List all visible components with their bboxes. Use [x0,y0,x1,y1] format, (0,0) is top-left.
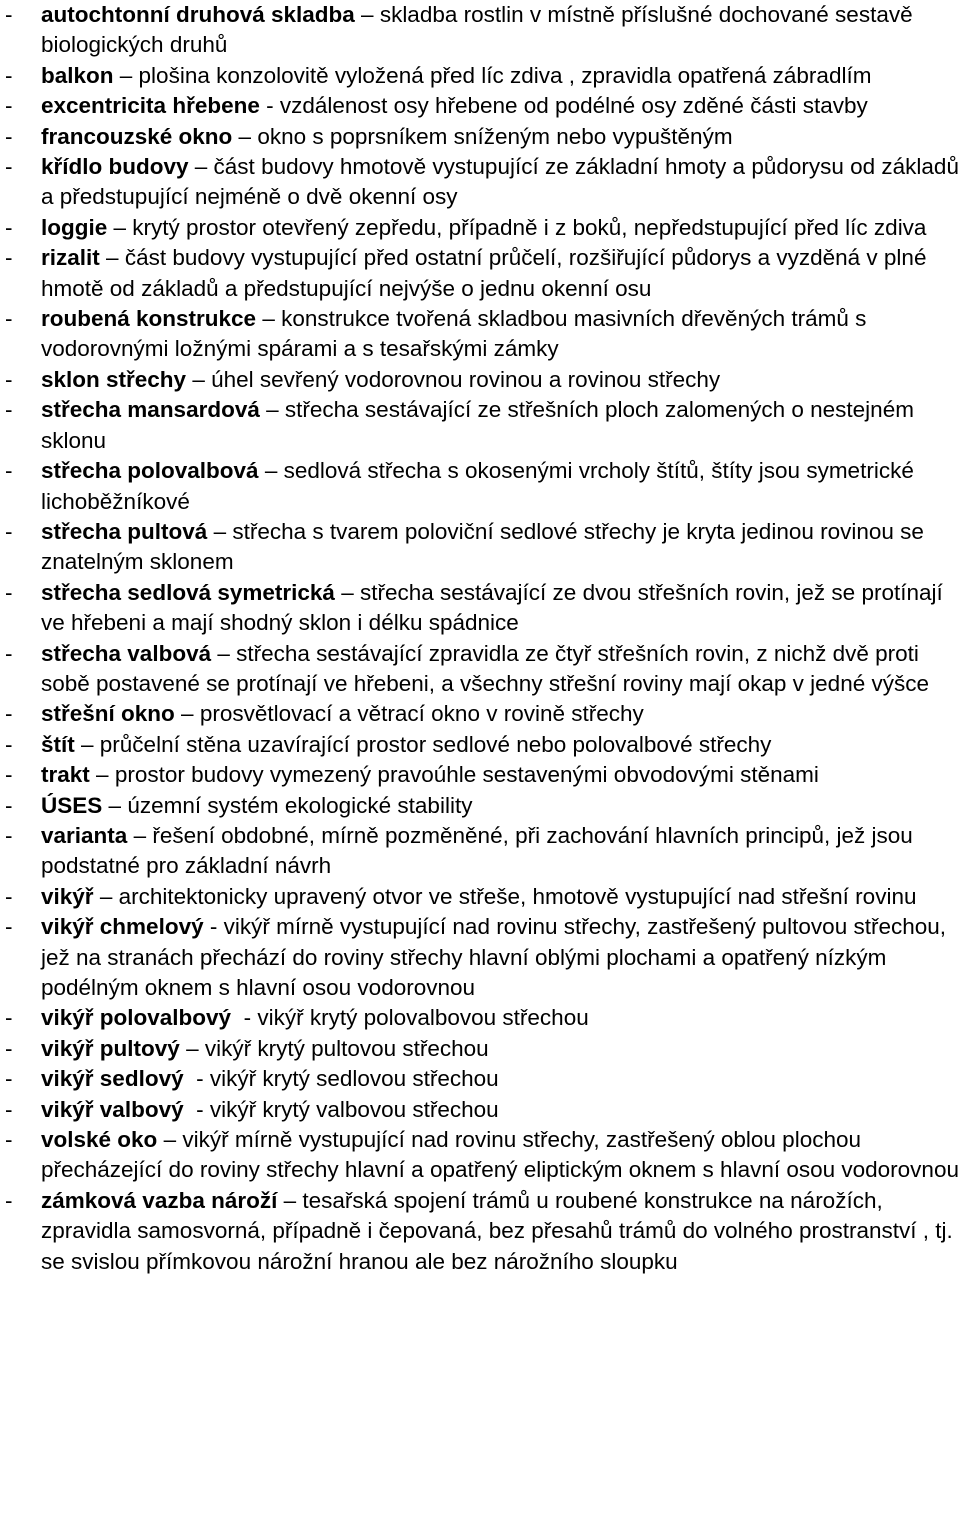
glossary-definition: architektonicky upravený otvor ve střeše, hmotově vystupující nad střešní rovinu [118,883,917,909]
glossary-entry [0,760,960,790]
term-separator: – [179,1035,205,1061]
term-separator: – [93,883,119,909]
glossary-term: sklon střechy [41,366,187,392]
glossary-definition: střecha sestávající ze střešních ploch zalomených o nestejném sklonu [41,397,914,453]
glossary-term: zámková vazba nároží [41,1187,278,1213]
glossary-term: křídlo budovy [41,154,189,180]
glossary-term: loggie [41,214,108,240]
glossary-term: rizalit [41,245,100,271]
glossary-entry [0,730,960,760]
list-dash: - [5,154,13,180]
glossary-definition: skladba rostlin v místně příslušné dochované sestavě biologických druhů [41,2,913,58]
term-separator: – [232,123,258,149]
glossary-term: vikýř pultový [41,1035,180,1061]
list-dash: - [5,458,13,484]
glossary-definition: plošina konzolovitě vyložená před líc zdiva , zpravidla opatřená zábradlím [138,62,872,88]
glossary-definition: vikýř krytý pultovou střechou [204,1035,489,1061]
term-separator: – [174,701,200,727]
list-dash: - [5,1066,13,1092]
list-dash: - [5,2,13,27]
glossary-term: vikýř [41,883,94,909]
glossary-definition: sedlová střecha s okosenými vrcholy štítů, štíty jsou symetrické lichoběžníkové [41,458,914,514]
glossary-entry [0,699,960,729]
glossary-entry [0,304,960,365]
glossary-term: vikýř valbový [41,1096,184,1122]
term-separator: – [188,154,214,180]
term-separator: – [258,458,284,484]
list-dash: - [5,579,13,605]
term-separator: - [231,1005,258,1031]
glossary-term: střecha sedlová symetrická [41,579,335,605]
glossary-definition: vikýř mírně vystupující nad rovinu střechy, zastřešený oblou plochou přecházející do roviny střechy hlavní a opatřený eliptickým oknem s hlavní osou vodorovnou [41,1127,959,1183]
term-separator: – [277,1187,303,1213]
glossary-definition: okno s poprsníkem sníženým nebo vypuštěným [257,123,733,149]
term-separator: - [203,914,224,940]
list-dash: - [5,701,13,727]
term-separator: – [99,245,125,271]
list-dash: - [5,1035,13,1061]
list-dash: - [5,762,13,788]
term-separator: - [183,1066,210,1092]
glossary-definition: krytý prostor otevřený zepředu, případně i z boků, nepředstupující před líc zdiva [132,214,927,240]
glossary-definition: úhel sevřený vodorovnou rovinou a rovinou střechy [211,366,721,392]
glossary-term: střecha mansardová [41,397,260,423]
term-separator: – [259,397,285,423]
glossary-definition: konstrukce tvořená skladbou masivních dřevěných trámů s vodorovnými ložnými spárami a s tesařskými zámky [41,306,867,362]
list-dash: - [5,1096,13,1122]
glossary-entry [0,1186,960,1277]
glossary-definition: územní systém ekologické stability [127,792,473,818]
term-separator: – [74,731,100,757]
glossary-entry [0,639,960,700]
list-dash: - [5,883,13,909]
glossary-entry [0,1003,960,1033]
glossary-entry [0,882,960,912]
glossary-entry [0,243,960,304]
term-separator: – [113,62,139,88]
glossary-term: ÚSES [41,792,103,818]
glossary-term: volské oko [41,1127,158,1153]
term-separator: – [127,822,153,848]
term-separator: – [256,306,282,332]
list-dash: - [5,822,13,848]
glossary-term: excentricita hřebene [41,93,260,119]
list-dash: - [5,1127,13,1153]
glossary-entry [0,91,960,121]
list-dash: - [5,1187,13,1213]
list-dash: - [5,245,13,271]
list-dash: - [5,731,13,757]
term-separator: – [107,214,133,240]
glossary-definition: tesařská spojení trámů u roubené konstrukce na nárožích, zpravidla samosvorná, případně i čepovaná, bez přesahů trámů do volného prostranství , tj. se svislou přímkovou nárožní hranou ale bez nárožního sloupku [41,1187,953,1274]
list-dash: - [5,914,13,940]
glossary-entry [0,791,960,821]
glossary-definition: vikýř krytý polovalbovou střechou [257,1005,589,1031]
glossary-term: vikýř sedlový [41,1066,184,1092]
glossary-entry [0,152,960,213]
glossary-entry [0,912,960,1003]
glossary-term: varianta [41,822,128,848]
list-dash: - [5,518,13,544]
glossary-entry [0,61,960,91]
glossary-definition: vikýř krytý valbovou střechou [209,1096,499,1122]
glossary-definition: střecha s tvarem poloviční sedlové střechy je kryta jedinou rovinou se znatelným sklonem [41,518,924,575]
term-separator: - [259,93,280,119]
glossary-definition: vikýř mírně vystupující nad rovinu střechy, zastřešený pultovou střechou, jež na stranách přechází do roviny střechy hlavní oblými plochami a opatřený nízkým podélným oknem s hlavní osou vodorovnou [41,914,947,1000]
list-dash: - [5,1005,13,1031]
glossary-entry [0,1095,960,1125]
list-dash: - [5,397,13,423]
glossary-entry [0,1064,960,1094]
term-separator: – [334,579,360,605]
term-separator: – [157,1127,183,1153]
term-separator: – [354,2,380,27]
glossary-term: autochtonní druhová skladba [41,2,355,27]
glossary-definition: vzdálenost osy hřebene od podélné osy zděné části stavby [279,93,868,119]
glossary-entry [0,1125,960,1186]
glossary-term: francouzské okno [41,123,233,149]
list-dash: - [5,306,13,332]
glossary-definition: část budovy vystupující před ostatní průčelí, rozšiřující půdorys a vyzděná v plné hmotě od základů a předstupující nejvýše o jednu okenní osu [41,245,927,301]
glossary-entry [0,456,960,517]
glossary-entry [0,365,960,395]
glossary-entry [0,517,960,578]
glossary-entry [0,578,960,639]
glossary-entry [0,821,960,882]
glossary-term: střecha polovalbová [41,458,259,484]
glossary-definition: prostor budovy vymezený pravoúhle sestavenými obvodovými stěnami [114,762,819,788]
glossary-definition: průčelní stěna uzavírající prostor sedlové nebo polovalbové střechy [99,731,772,757]
glossary-term: roubená konstrukce [41,306,257,332]
glossary-term: střecha pultová [41,518,208,544]
glossary-term: vikýř chmelový [41,914,204,940]
glossary-term: balkon [41,62,114,88]
glossary-definition: část budovy hmotově vystupující ze základní hmoty a půdorysu od základů a předstupující nejméně o dvě okenní osy [41,154,959,210]
term-separator: – [211,640,237,666]
glossary-entry [0,213,960,243]
glossary-term: trakt [41,762,90,788]
list-dash: - [5,366,13,392]
glossary-term: střešní okno [41,701,175,727]
list-dash: - [5,214,13,240]
glossary-definition: střecha sestávající ze dvou střešních rovin, jež se protínají ve hřebeni a mají shodný sklon i délku spádnice [41,579,943,636]
glossary-definition: střecha sestávající zpravidla ze čtyř střešních rovin, z nichž dvě proti sobě postavené se protínají ve hřebeni, a všechny střešní roviny mají okap v jedné výšce [41,640,929,696]
list-dash: - [5,123,13,149]
glossary-term: vikýř polovalbový [41,1005,232,1031]
glossary-definition: vikýř krytý sedlovou střechou [209,1066,499,1092]
list-dash: - [5,792,13,818]
glossary-definition: prosvětlovací a větrací okno v rovině střechy [199,701,644,727]
list-dash: - [5,93,13,119]
term-separator: – [207,518,233,544]
term-separator: – [102,792,128,818]
list-dash: - [5,62,13,88]
term-separator: – [89,762,115,788]
glossary-entry [0,1034,960,1064]
glossary-term: štít [41,731,75,757]
glossary-entry [0,395,960,456]
glossary-term: střecha valbová [41,640,212,666]
list-dash: - [5,640,13,666]
term-separator: – [186,366,212,392]
term-separator: - [183,1096,210,1122]
glossary-definition: řešení obdobné, mírně pozměněné, při zachování hlavních principů, jež jsou podstatné pro základní návrh [41,822,913,879]
glossary-entry [0,122,960,152]
glossary-entry [0,0,960,61]
